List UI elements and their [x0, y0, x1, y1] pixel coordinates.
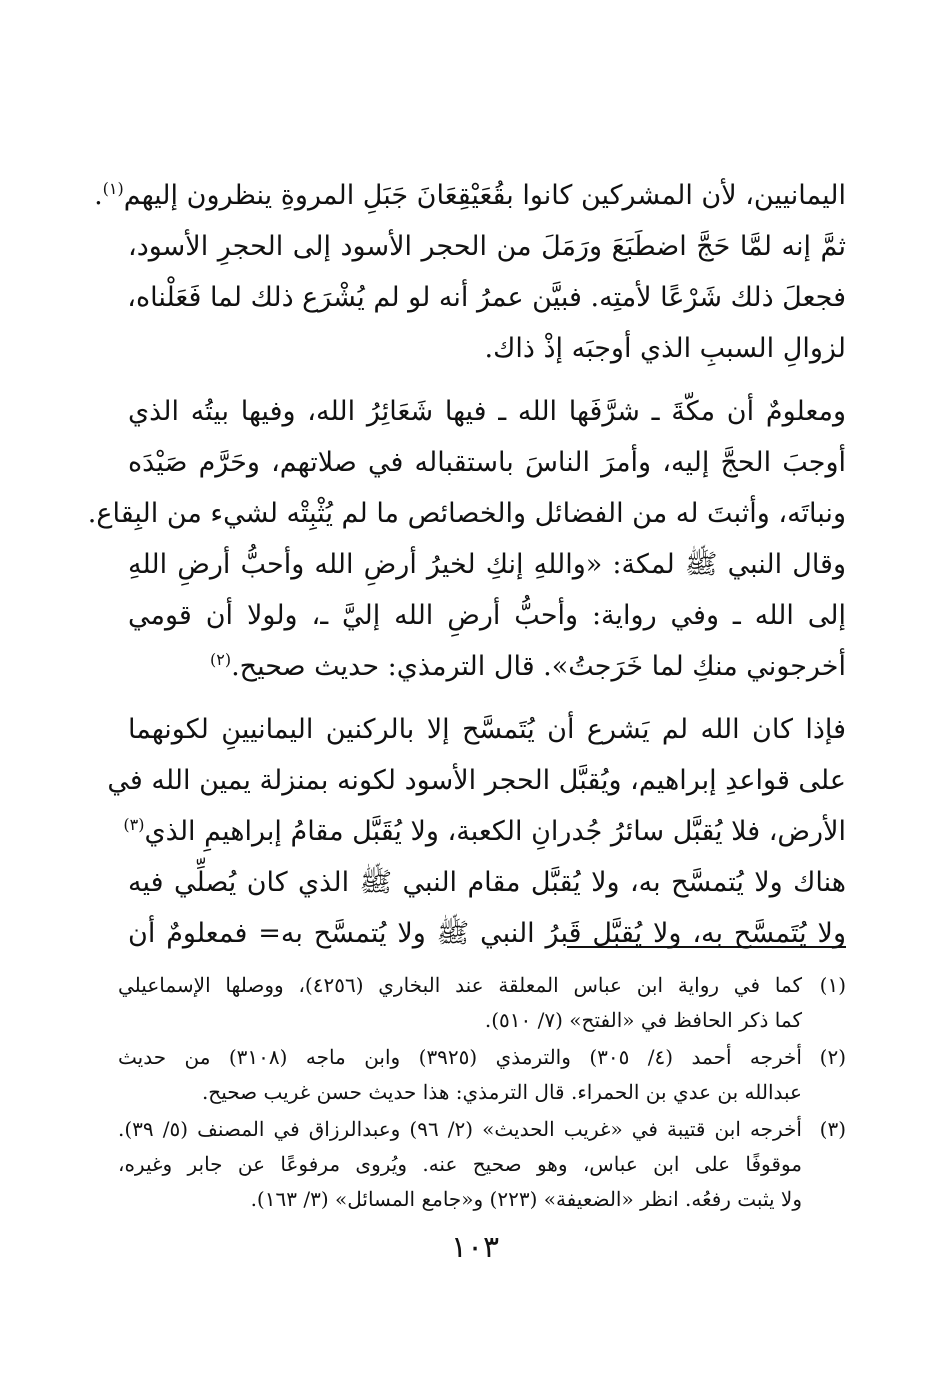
- footnote-reference[interactable]: (٢): [209, 650, 232, 669]
- text-line: هناك ولا يُتمسَّح به، ولا يُقبَّل مقام النبي ﷺ الذي كان يُصلِّي فيه: [128, 867, 846, 898]
- text-line: فجعلَ ذلك شَرْعًا لأمتِه. فبيَّن عمرُ أنه لو لم يُشْرَع ذلك لما فَعَلْناه،: [127, 282, 846, 313]
- footnote-reference[interactable]: (٣): [123, 815, 145, 834]
- footnote-2: [118, 1040, 846, 1110]
- paragraph-3: [107, 704, 846, 959]
- text-line: ولا يُتَمسَّح به، ولا يُقبَّل قَبرُ النبي ﷺ ولا يُتمسَّح به= فمعلومٌ أن: [128, 918, 846, 949]
- footnote-number: (٣): [819, 1117, 846, 1141]
- footnote-number: (١): [819, 973, 846, 997]
- text-line: فإذا كان الله لم يَشرع أن يُتَمسَّح إلا بالركنين اليمانيينِ لكونهما: [128, 714, 846, 745]
- footnote-line: كما ذكر الحافظ في «الفتح» (٧/ ٥١٠).: [484, 1008, 802, 1032]
- footnote-separator: [567, 946, 846, 948]
- footnote-3: [118, 1112, 846, 1217]
- footnote-line: ولا يثبت رفعُه. انظر «الضعيفة» (٢٢٣) و«جامع المسائل» (٣/ ١٦٣).: [250, 1187, 802, 1211]
- footnote-line: أخرجه ابن قتيبة في «غريب الحديث» (٢/ ٩٦) وعبدالرزاق في المصنف (٥/ ٣٩).: [118, 1117, 802, 1141]
- main-text: [87, 170, 846, 971]
- text-line: أخرجوني منكِ لما خَرَجتُ». قال الترمذي: حديث صحيح.$^{(٢)}$: [209, 650, 846, 682]
- footnote-line: كما في رواية ابن عباس المعلقة عند البخاري (٤٢٥٦)، ووصلها الإسماعيلي: [118, 973, 802, 997]
- footnote-body: [118, 968, 802, 1038]
- text-line: أوجبَ الحجَّ إليه، وأمرَ الناسَ باستقباله في صلاتهم، وحَرَّم صَيْدَه: [128, 447, 846, 478]
- footnote-reference[interactable]: (١): [102, 179, 124, 198]
- footnote-line: أخرجه أحمد (٤/ ٣٠٥) والترمذي (٣٩٢٥) وابن ماجه (٣١٠٨) من حديث: [118, 1045, 802, 1069]
- text-line: إلى الله ـ وفي رواية: وأحبُّ أرضِ الله إليَّ ـ، ولولا أن قومي: [128, 600, 846, 631]
- text-line: ونباتَه، وأثبتَ له من الفضائل والخصائص ما لم يُثْبِتْه لشيء من البِقاع.: [87, 498, 846, 529]
- page-number: ١٠٣: [450, 1230, 500, 1265]
- text-line: على قواعدِ إبراهيم، ويُقبَّل الحجر الأسود لكونه بمنزلة يمين الله في: [107, 765, 846, 796]
- paragraph-2: [87, 386, 846, 692]
- footnote-line: عبدالله بن عدي بن الحمراء. قال الترمذي: هذا حديث حسن غريب صحيح.: [201, 1080, 802, 1104]
- text-line: ثمَّ إنه لمَّا حَجَّ اضطَبَعَ ورَمَلَ من الحجر الأسود إلى الحجرِ الأسود،: [128, 231, 846, 262]
- paragraph-1: [94, 170, 846, 374]
- footnote-body: [118, 1112, 802, 1217]
- text-line: وقال النبي ﷺ لمكة: «واللهِ إنكِ لخيرُ أرضِ الله وأحبُّ أرضِ اللهِ: [128, 549, 846, 580]
- footnote-body: [118, 1040, 802, 1110]
- text-line: ومعلومٌ أن مكّةَ ـ شرَّفَها الله ـ فيها شَعَائِرُ الله، وفيها بيتُه الذي: [128, 396, 846, 427]
- text-line: لزوالِ السببِ الذي أوجبَه إذْ ذاك.: [484, 333, 846, 364]
- text-line: اليمانيين، لأن المشركين كانوا بقُعَيْقِعَانَ جَبَلِ المروةِ ينظرون إليهم$^{(١)}$.: [94, 179, 846, 211]
- footnote-1: [118, 968, 846, 1038]
- footnotes: [118, 968, 846, 1219]
- footnote-number: (٢): [819, 1045, 846, 1069]
- text-line: الأرض، فلا يُقبَّل سائرُ جُدرانِ الكعبة، ولا يُقَبَّل مقامُ إبراهيمِ الذي$^{(٣)}$: [123, 815, 846, 847]
- footnote-line: موقوفًا على ابن عباس، وهو صحيح عنه. ويُروى مرفوعًا عن جابر وغيره،: [118, 1152, 802, 1176]
